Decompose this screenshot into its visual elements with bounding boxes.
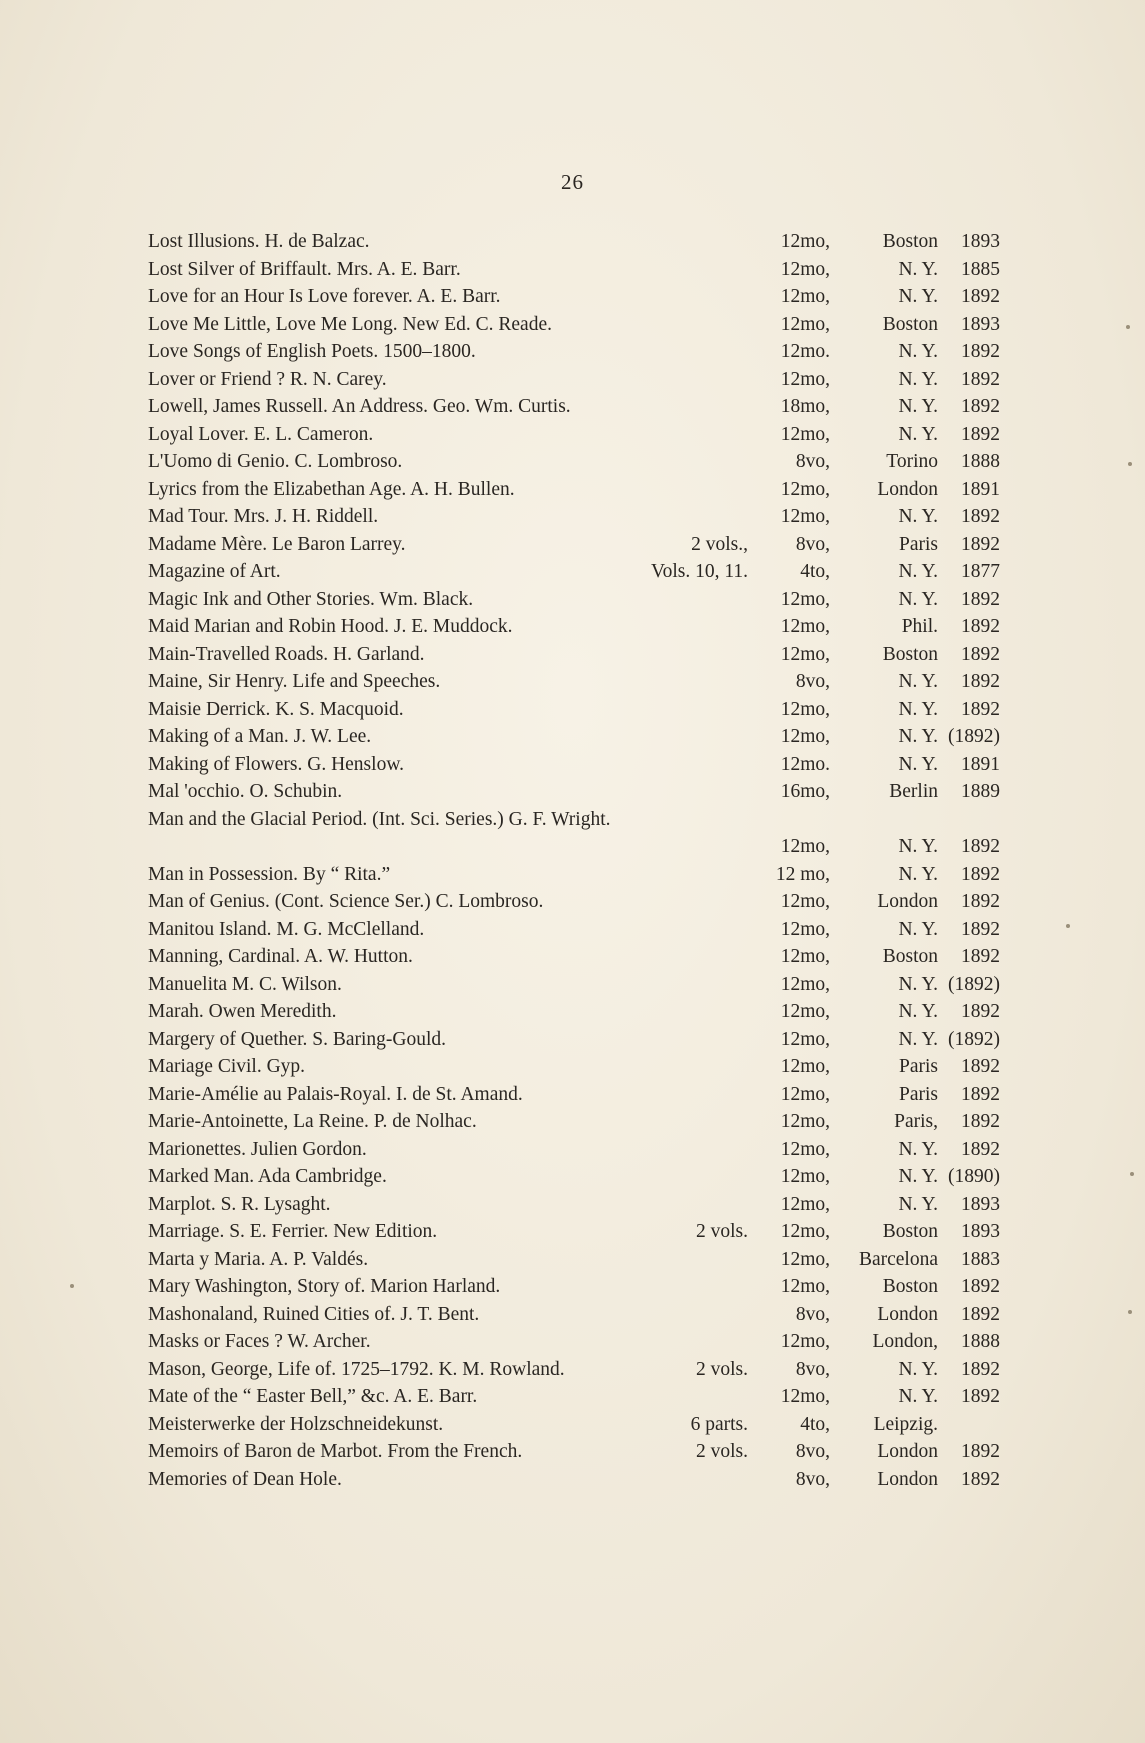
- entry-format: 12mo,: [780, 1386, 830, 1407]
- catalog-entry: [148, 1081, 1000, 1109]
- entry-year: 1885: [961, 258, 1000, 280]
- entry-year: 1892: [961, 423, 1000, 445]
- page-speck: [1128, 1310, 1132, 1314]
- catalog-entry: [148, 311, 1000, 339]
- entry-format: 12mo,: [780, 643, 830, 665]
- catalog-entry: [148, 916, 1000, 944]
- entry-format: 12mo,: [780, 286, 830, 307]
- entry-place: London: [877, 891, 938, 912]
- catalog-entry: [148, 1108, 1000, 1136]
- catalog-entry: [148, 833, 1000, 861]
- entry-format: 12mo,: [780, 506, 830, 527]
- entry-place: N. Y.: [898, 286, 938, 307]
- catalog-entry: [148, 943, 1000, 971]
- entry-title: Marionettes. Julien Gordon.: [148, 1138, 367, 1160]
- entry-format: 12mo,: [780, 946, 830, 967]
- entry-title: Loyal Lover. E. L. Cameron.: [148, 423, 374, 445]
- entry-place: Boston: [882, 643, 938, 665]
- catalog-entry: [148, 1466, 1000, 1494]
- entry-year: 1892: [961, 341, 1000, 362]
- entry-title: Mary Washington, Story of. Marion Harland.: [148, 1276, 501, 1297]
- entry-title: Marah. Owen Meredith.: [148, 1001, 337, 1022]
- catalog-entry: [148, 1383, 1000, 1411]
- entry-year: 1892: [961, 918, 1000, 940]
- entry-place: Boston: [882, 946, 938, 967]
- catalog-entry: [148, 778, 1000, 806]
- entry-title: Memoirs of Baron de Marbot. From the French.: [148, 1441, 523, 1462]
- entry-year: 1893: [961, 231, 1000, 252]
- entry-place: N. Y.: [898, 753, 938, 775]
- entry-title: Marie-Antoinette, La Reine. P. de Nolhac.: [148, 1111, 477, 1132]
- entry-place: N. Y.: [898, 258, 938, 280]
- page-speck: [70, 1284, 74, 1288]
- entry-format: 12mo,: [780, 1028, 830, 1050]
- entry-year: 1892: [961, 1001, 1000, 1022]
- entry-format: 16mo,: [780, 781, 830, 802]
- entry-format: 12mo,: [780, 368, 830, 390]
- entry-place: N. Y.: [898, 726, 938, 747]
- entry-place: London: [877, 1468, 938, 1490]
- entry-year: 1892: [961, 698, 1000, 720]
- entry-format: 12mo.: [780, 341, 830, 362]
- entry-format: 12mo,: [780, 616, 830, 637]
- entry-format: 12mo,: [780, 891, 830, 912]
- entry-year: 1888: [961, 1331, 1000, 1352]
- catalog-entry: [148, 1356, 1000, 1384]
- catalog-entry: [148, 971, 1000, 999]
- entry-title: Man and the Glacial Period. (Int. Sci. Series.) G. F. Wright.: [148, 808, 611, 830]
- catalog-entry: [148, 586, 1000, 614]
- entry-year: 1892: [961, 286, 1000, 307]
- entry-title: Mad Tour. Mrs. J. H. Riddell.: [148, 506, 379, 527]
- entry-place: Barcelona: [858, 1248, 938, 1270]
- entry-place: N. Y.: [898, 341, 938, 362]
- catalog-entry: [148, 1191, 1000, 1219]
- entry-year: 1883: [961, 1248, 1000, 1270]
- entry-title: Lover or Friend ? R. N. Carey.: [148, 368, 387, 390]
- entry-year: 1892: [961, 533, 1000, 555]
- entry-title: Mal 'occhio. O. Schubin.: [148, 781, 343, 802]
- entry-volumes: Vols. 10, 11.: [651, 561, 748, 582]
- entry-place: N. Y.: [898, 918, 938, 940]
- entry-place: N. Y.: [898, 1386, 938, 1407]
- catalog-entry: [148, 723, 1000, 751]
- catalog-entry: [148, 1301, 1000, 1329]
- entry-year: 1892: [961, 588, 1000, 610]
- catalog-entry: [148, 338, 1000, 366]
- entry-year: 1892: [961, 946, 1000, 967]
- page-speck: [1128, 462, 1132, 466]
- entry-year: 1892: [961, 1358, 1000, 1380]
- entry-format: 8vo,: [795, 1441, 830, 1462]
- entry-title: Memories of Dean Hole.: [148, 1468, 342, 1490]
- entry-title: Mason, George, Life of. 1725–1792. K. M. Rowland.: [148, 1358, 565, 1380]
- entry-format: 12mo,: [780, 918, 830, 940]
- entry-format: 8vo,: [795, 671, 830, 692]
- entry-year: 1891: [961, 478, 1000, 500]
- entry-format: 18mo,: [780, 396, 830, 417]
- entry-format: 12mo,: [780, 478, 830, 500]
- entry-place: Torino: [886, 451, 938, 472]
- entry-title: Mariage Civil. Gyp.: [148, 1056, 306, 1077]
- entry-format: 8vo,: [795, 451, 830, 472]
- catalog-entry: [148, 1246, 1000, 1274]
- entry-format: 12mo,: [780, 973, 830, 995]
- entry-year: (1890): [948, 1166, 1000, 1187]
- entry-year: 1892: [961, 1386, 1000, 1407]
- entry-format: 12mo,: [780, 1056, 830, 1077]
- entry-title: Love Me Little, Love Me Long. New Ed. C. Reade.: [148, 313, 552, 335]
- entry-format: 12mo,: [780, 313, 830, 335]
- entry-volumes: 2 vols.: [695, 1221, 748, 1242]
- entry-place: N. Y.: [898, 863, 938, 885]
- entry-volumes: 2 vols.: [695, 1441, 748, 1462]
- entry-place: London: [877, 1303, 938, 1325]
- entry-title: Marked Man. Ada Cambridge.: [148, 1166, 387, 1187]
- entry-year: 1892: [961, 1138, 1000, 1160]
- entry-year: 1892: [961, 396, 1000, 417]
- entry-format: 12mo.: [780, 753, 830, 775]
- entry-title: Manning, Cardinal. A. W. Hutton.: [148, 946, 413, 967]
- entry-place: N. Y.: [898, 973, 938, 995]
- entry-format: 12mo,: [780, 1221, 830, 1242]
- entry-format: 12mo,: [780, 258, 830, 280]
- entry-place: N. Y.: [898, 1166, 938, 1187]
- entry-title: Mate of the “ Easter Bell,” &c. A. E. Barr.: [148, 1386, 478, 1407]
- catalog-entry: [148, 421, 1000, 449]
- entry-title: Love for an Hour Is Love forever. A. E. Barr.: [148, 286, 501, 307]
- entry-format: 12mo,: [780, 1193, 830, 1215]
- entry-year: 1888: [961, 451, 1000, 472]
- entry-title: Maid Marian and Robin Hood. J. E. Muddock.: [148, 616, 513, 637]
- entry-title: Lowell, James Russell. An Address. Geo. Wm. Curtis.: [148, 396, 571, 417]
- entry-place: N. Y.: [898, 561, 938, 582]
- entry-title: Maisie Derrick. K. S. Macquoid.: [148, 698, 404, 720]
- entry-place: Paris: [899, 1056, 938, 1077]
- entry-year: 1892: [961, 1468, 1000, 1490]
- entry-year: (1892): [948, 1028, 1000, 1050]
- page-number: 26: [561, 170, 584, 194]
- entry-place: N. Y.: [898, 506, 938, 527]
- entry-place: N. Y.: [898, 836, 938, 857]
- catalog-entry: [148, 448, 1000, 476]
- entry-place: N. Y.: [898, 368, 938, 390]
- entry-place: London: [877, 478, 938, 500]
- entry-place: Paris: [899, 1083, 938, 1105]
- entry-year: 1892: [961, 1111, 1000, 1132]
- entry-year: 1892: [961, 671, 1000, 692]
- catalog-entry: [148, 1218, 1000, 1246]
- entry-year: 1892: [961, 836, 1000, 857]
- catalog-entry: [148, 806, 1000, 834]
- entry-place: London: [877, 1441, 938, 1462]
- entry-place: Boston: [882, 231, 938, 252]
- entry-title: Manitou Island. M. G. McClelland.: [148, 918, 425, 940]
- entry-title: Marplot. S. R. Lysaght.: [148, 1193, 331, 1215]
- entry-title: Meisterwerke der Holzschneidekunst.: [148, 1413, 444, 1435]
- entry-place: N. Y.: [898, 396, 938, 417]
- entry-year: 1892: [961, 1083, 1000, 1105]
- entry-year: 1877: [961, 561, 1000, 582]
- entry-year: (1892): [948, 973, 1000, 995]
- entry-format: 8vo,: [795, 1468, 830, 1490]
- entry-place: N. Y.: [898, 1001, 938, 1022]
- entry-place: Paris,: [894, 1111, 938, 1132]
- entry-title: Marriage. S. E. Ferrier. New Edition.: [148, 1221, 438, 1242]
- page-speck: [1126, 325, 1130, 329]
- entry-place: Paris: [899, 533, 938, 555]
- entry-year: 1892: [961, 1303, 1000, 1325]
- entry-title: L'Uomo di Genio. C. Lombroso.: [148, 451, 403, 472]
- entry-title: Magazine of Art.: [148, 561, 281, 582]
- entry-title: Magic Ink and Other Stories. Wm. Black.: [148, 588, 474, 610]
- page-speck: [1066, 924, 1070, 928]
- entry-format: 12mo,: [780, 231, 830, 252]
- entry-place: Phil.: [901, 616, 938, 637]
- catalog-entry: [148, 641, 1000, 669]
- entry-format: 12mo,: [780, 1138, 830, 1160]
- entry-place: N. Y.: [898, 423, 938, 445]
- entry-format: 4to,: [800, 1413, 830, 1435]
- entry-title: Making of a Man. J. W. Lee.: [148, 726, 372, 747]
- catalog-entry: [148, 228, 1000, 256]
- entry-format: 12mo,: [780, 836, 830, 857]
- entry-format: 12mo,: [780, 1111, 830, 1132]
- catalog-entry: [148, 861, 1000, 889]
- entry-format: 12mo,: [780, 1083, 830, 1105]
- catalog-entry: [148, 1136, 1000, 1164]
- catalog-entry: [148, 476, 1000, 504]
- entry-volumes: 2 vols.,: [691, 533, 748, 555]
- entry-format: 8vo,: [795, 1358, 830, 1380]
- entry-place: N. Y.: [898, 1028, 938, 1050]
- entry-place: Berlin: [889, 781, 938, 802]
- entry-volumes: 6 parts.: [690, 1413, 748, 1435]
- catalog-entry: [148, 1438, 1000, 1466]
- catalog-entry: [148, 393, 1000, 421]
- entry-place: N. Y.: [898, 1193, 938, 1215]
- catalog-entry: [148, 613, 1000, 641]
- catalog-entry: [148, 668, 1000, 696]
- entry-title: Maine, Sir Henry. Life and Speeches.: [148, 671, 441, 692]
- catalog-list: [148, 228, 1000, 1493]
- entry-title: Making of Flowers. G. Henslow.: [148, 753, 405, 775]
- entry-format: 12mo,: [780, 1001, 830, 1022]
- entry-format: 8vo,: [795, 1303, 830, 1325]
- entry-year: 1892: [961, 616, 1000, 637]
- catalog-entry: [148, 1411, 1000, 1439]
- entry-year: 1892: [961, 643, 1000, 665]
- catalog-entry: [148, 1053, 1000, 1081]
- entry-title: Madame Mère. Le Baron Larrey.: [148, 533, 406, 555]
- entry-title: Lost Illusions. H. de Balzac.: [148, 231, 370, 252]
- entry-format: 12mo,: [780, 1248, 830, 1270]
- entry-format: 12mo,: [780, 588, 830, 610]
- page-speck: [1130, 1172, 1134, 1176]
- catalog-entry: [148, 256, 1000, 284]
- catalog-entry: [148, 1163, 1000, 1191]
- entry-volumes: 2 vols.: [695, 1358, 748, 1380]
- catalog-entry: [148, 696, 1000, 724]
- entry-title: Marta y Maria. A. P. Valdés.: [148, 1248, 369, 1270]
- catalog-entry: [148, 1026, 1000, 1054]
- entry-title: Love Songs of English Poets. 1500–1800.: [148, 341, 476, 362]
- entry-place: N. Y.: [898, 588, 938, 610]
- catalog-entry: [148, 283, 1000, 311]
- entry-year: 1891: [961, 753, 1000, 775]
- entry-format: 12mo,: [780, 1331, 830, 1352]
- entry-place: N. Y.: [898, 1138, 938, 1160]
- entry-place: Boston: [882, 1221, 938, 1242]
- entry-title: Marie-Amélie au Palais-Royal. I. de St. Amand.: [148, 1083, 523, 1105]
- entry-format: 12 mo,: [775, 863, 830, 885]
- entry-place: London,: [872, 1331, 938, 1352]
- catalog-entry: [148, 751, 1000, 779]
- entry-year: (1892): [948, 726, 1000, 747]
- entry-title: Man in Possession. By “ Rita.”: [148, 863, 391, 885]
- entry-title: Man of Genius. (Cont. Science Ser.) C. Lombroso.: [148, 891, 544, 912]
- entry-title: Masks or Faces ? W. Archer.: [148, 1331, 371, 1352]
- catalog-entry: [148, 503, 1000, 531]
- entry-title: Manuelita M. C. Wilson.: [148, 973, 342, 995]
- entry-year: 1892: [961, 891, 1000, 912]
- entry-format: 12mo,: [780, 726, 830, 747]
- entry-year: 1892: [961, 1441, 1000, 1462]
- entry-year: 1892: [961, 506, 1000, 527]
- entry-format: 12mo,: [780, 423, 830, 445]
- entry-title: Lyrics from the Elizabethan Age. A. H. Bullen.: [148, 478, 515, 500]
- entry-title: Lost Silver of Briffault. Mrs. A. E. Barr.: [148, 258, 461, 280]
- catalog-entry: [148, 366, 1000, 394]
- entry-place: N. Y.: [898, 1358, 938, 1380]
- entry-format: 12mo,: [780, 1166, 830, 1187]
- entry-title: Margery of Quether. S. Baring-Gould.: [148, 1028, 447, 1050]
- entry-year: 1893: [961, 313, 1000, 335]
- entry-year: 1892: [961, 1276, 1000, 1297]
- entry-format: 12mo,: [780, 1276, 830, 1297]
- entry-format: 8vo,: [795, 533, 830, 555]
- entry-format: 12mo,: [780, 698, 830, 720]
- entry-year: 1893: [961, 1193, 1000, 1215]
- catalog-entry: [148, 888, 1000, 916]
- entry-year: 1892: [961, 1056, 1000, 1077]
- entry-format: 4to,: [800, 561, 830, 582]
- entry-year: 1892: [961, 368, 1000, 390]
- entry-place: Boston: [882, 1276, 938, 1297]
- catalog-entry: [148, 998, 1000, 1026]
- entry-year: 1889: [961, 781, 1000, 802]
- entry-title: Main-Travelled Roads. H. Garland.: [148, 643, 425, 665]
- entry-place: N. Y.: [898, 698, 938, 720]
- entry-place: N. Y.: [898, 671, 938, 692]
- catalog-entry: [148, 531, 1000, 559]
- catalog-entry: [148, 558, 1000, 586]
- entry-year: 1892: [961, 863, 1000, 885]
- entry-place: Leipzig.: [873, 1413, 938, 1435]
- catalog-entry: [148, 1328, 1000, 1356]
- catalog-entry: [148, 1273, 1000, 1301]
- entry-year: 1893: [961, 1221, 1000, 1242]
- entry-place: Boston: [882, 313, 938, 335]
- entry-title: Mashonaland, Ruined Cities of. J. T. Bent.: [148, 1303, 480, 1325]
